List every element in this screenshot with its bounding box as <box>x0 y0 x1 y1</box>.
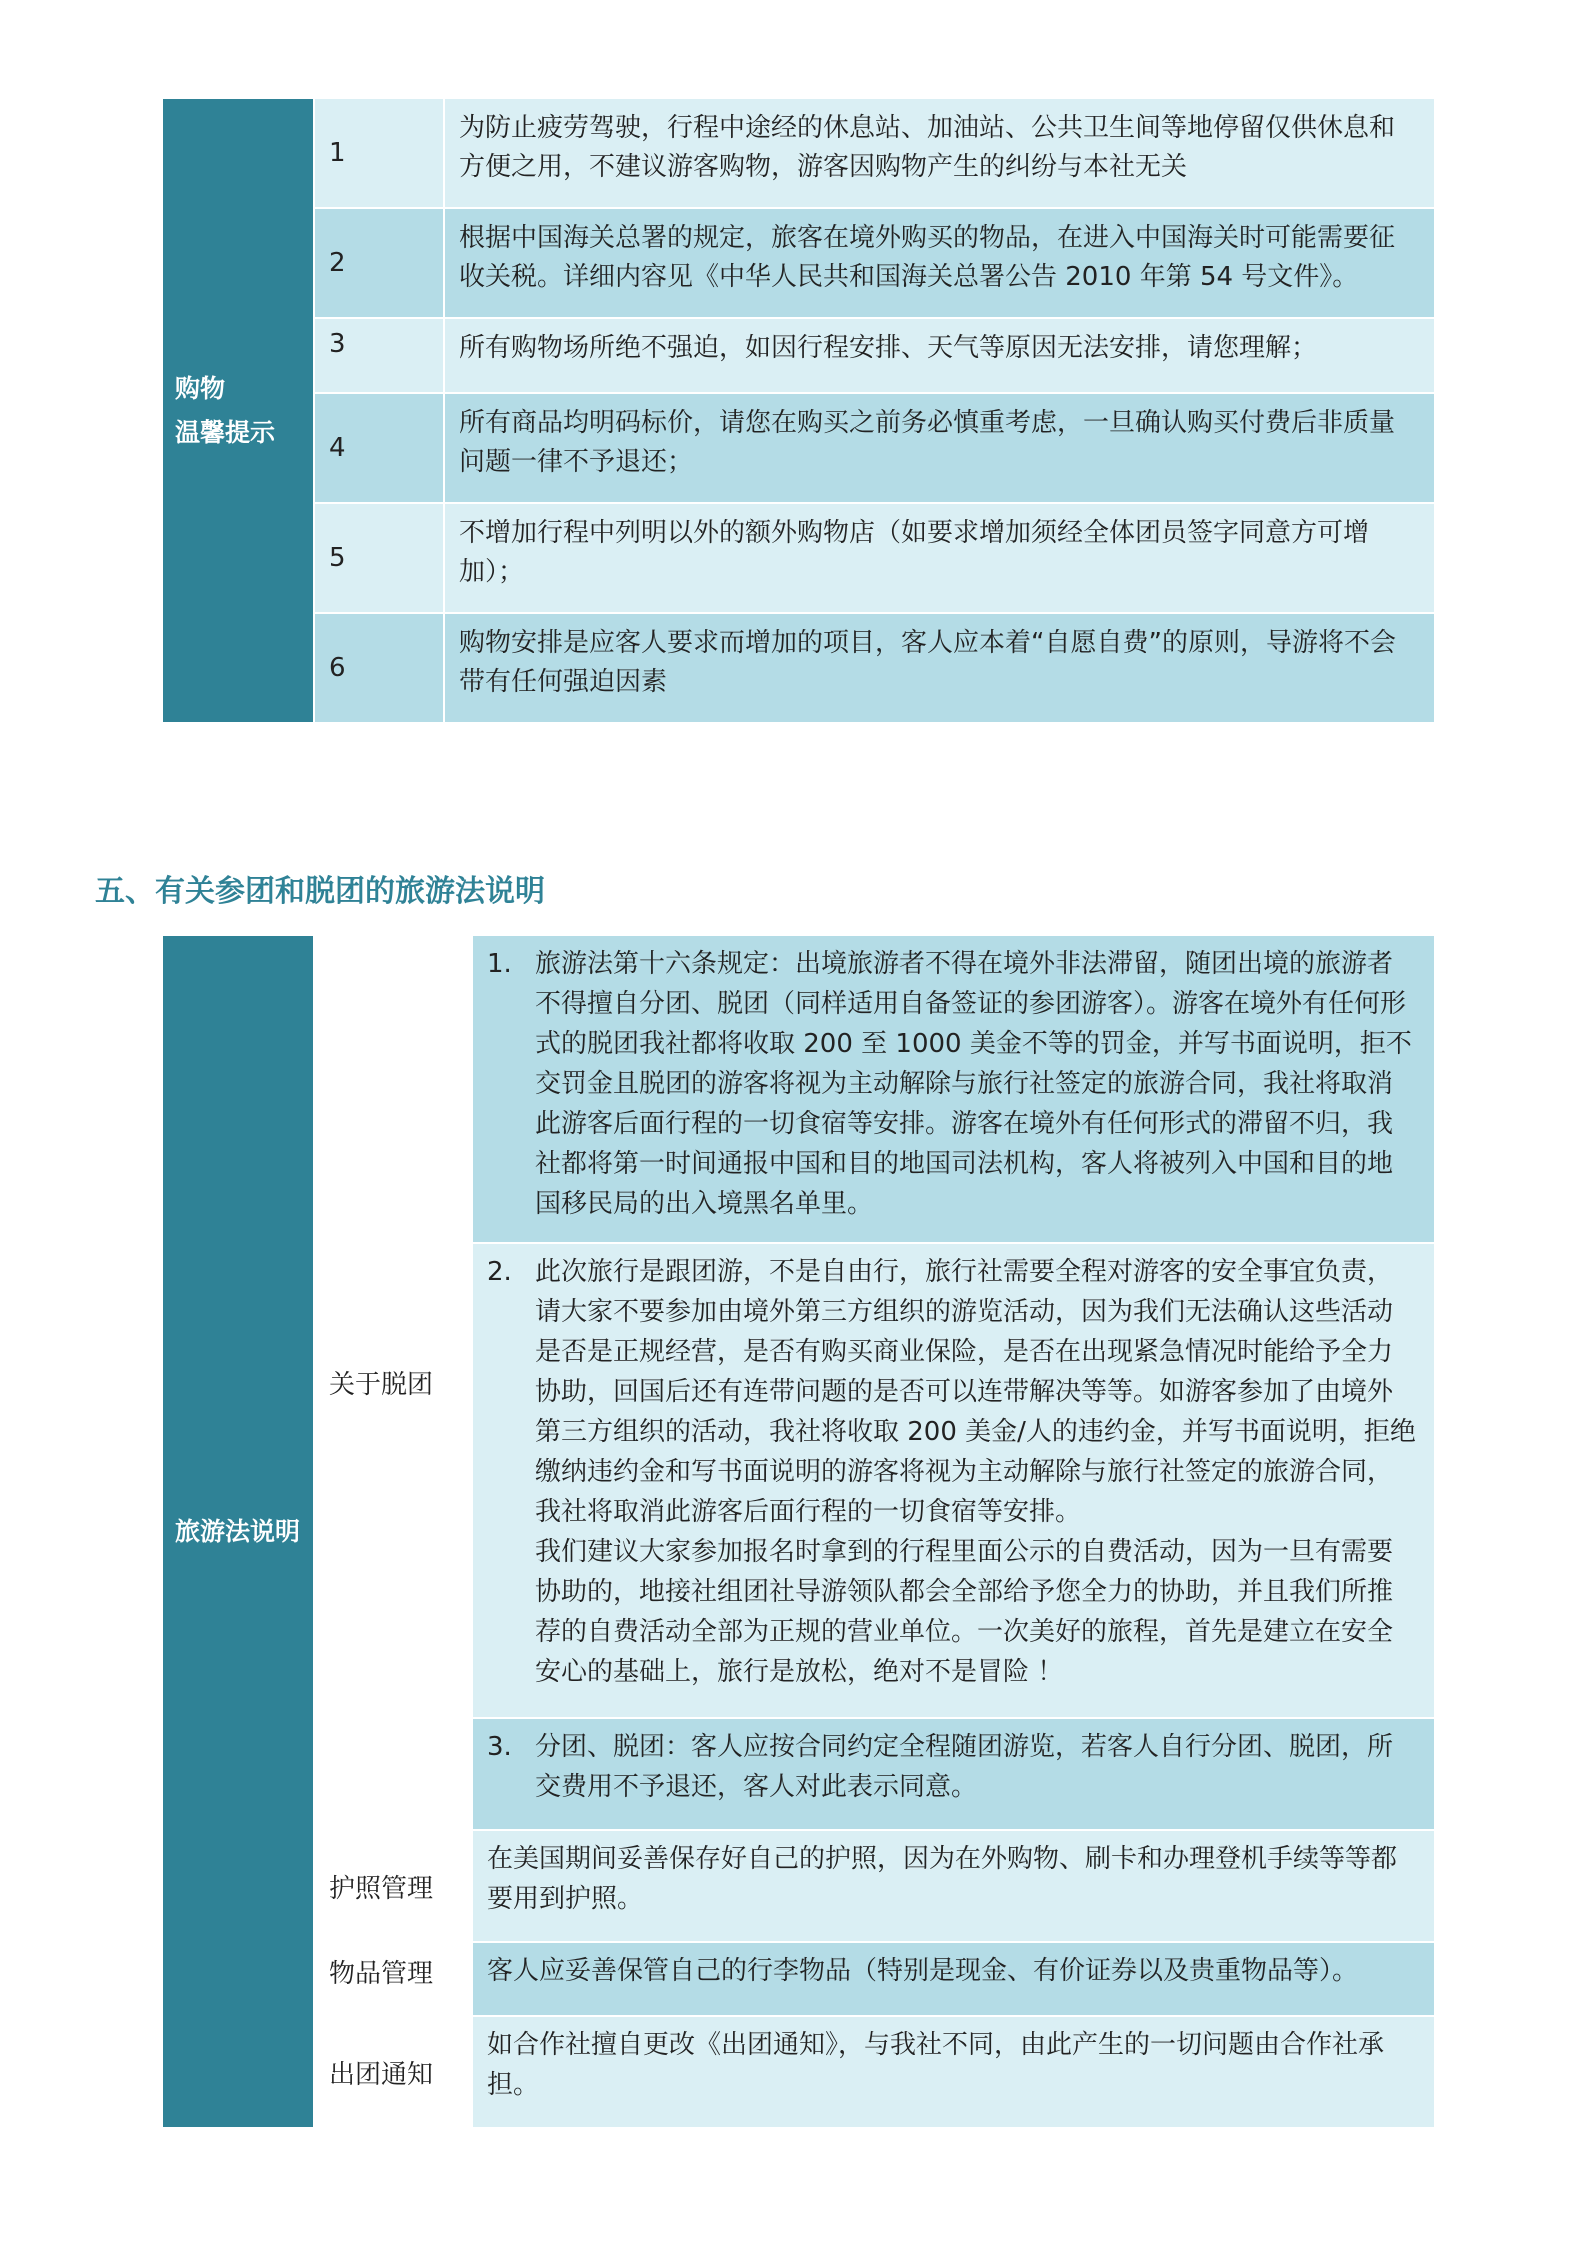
passport-label: 护照管理 <box>315 1831 471 1941</box>
passport-text: 在美国期间妥善保存好自己的护照，因为在外购物、刷卡和办理登机手续等等都要用到护照。 <box>473 1831 1434 1941</box>
shopping-row-text: 不增加行程中列明以外的额外购物店（如要求增加须经全体团员签字同意方可增加）； <box>445 504 1434 612</box>
belongings-text: 客人应妥善保管自己的行李物品（特别是现金、有价证券以及贵重物品等）。 <box>473 1943 1434 2015</box>
shopping-label-line1: 购物 <box>175 373 226 403</box>
section-title: 五、有关参团和脱团的旅游法说明 <box>95 874 545 909</box>
shopping-row-text: 购物安排是应客人要求而增加的项目，客人应本着“自愿自费”的原则，导游将不会带有任何强迫因素 <box>445 614 1434 722</box>
shopping-row-num: 5 <box>315 504 443 612</box>
law-item <box>473 936 1434 1242</box>
law-item-num: 1. <box>487 949 512 979</box>
shopping-row-num: 4 <box>315 394 443 502</box>
law-item-num: 3. <box>487 1732 512 1762</box>
law-item-text: 此次旅行是跟团游，不是自由行，旅行社需要全程对游客的安全事宜负责，请大家不要参加由境外第三方组织的游览活动，因为我们无法确认这些活动是否是正规经营，是否有购买商业保险，是否在出现紧急情况时能给予全力协助，回国后还有连带问题的是否可以连带解决等等。如游客参加了由境外第三方组织的活动，我社将收取 200 美金/人的违约金，并写书面说明，拒绝缴纳违约金和写书面说明的游客将视为主动解除与旅行社签定的旅游合同，我社将取消此游客后面行程的一切食宿等安排。 <box>535 1257 1416 1527</box>
law-item-num: 2. <box>487 1257 512 1287</box>
law-item-text: 分团、脱团：客人应按合同约定全程随团游览，若客人自行分团、脱团，所交费用不予退还，客人对此表示同意。 <box>535 1732 1394 1802</box>
shopping-row-text: 根据中国海关总署的规定，旅客在境外购买的物品，在进入中国海关时可能需要征收关税。详细内容见《中华人民共和国海关总署公告 2010 年第 54 号文件》。 <box>445 209 1434 317</box>
law-item <box>473 1244 1434 1717</box>
shopping-row-num: 1 <box>315 99 443 207</box>
shopping-tips-table <box>161 97 1436 724</box>
shopping-row-text: 所有购物场所绝不强迫，如因行程安排、天气等原因无法安排，请您理解； <box>445 319 1434 392</box>
notice-label: 出团通知 <box>315 2017 471 2127</box>
shopping-tips-label <box>163 99 313 722</box>
travel-law-label: 旅游法说明 <box>163 936 313 2127</box>
shopping-label-line2: 温馨提示 <box>175 417 276 447</box>
law-item-extra: 我们建议大家参加报名时拿到的行程里面公示的自费活动，因为一旦有需要协助的，地接社组团社导游领队都会全部给予您全力的协助，并且我们所推荐的自费活动全部为正规的营业单位。一次美好的旅程，首先是建立在安全安心的基础上，旅行是放松，绝对不是冒险 ！ <box>535 1537 1394 1687</box>
shopping-row-text: 所有商品均明码标价，请您在购买之前务必慎重考虑，一旦确认购买付费后非质量问题一律不予退还； <box>445 394 1434 502</box>
notice-text: 如合作社擅自更改《出团通知》，与我社不同，由此产生的一切问题由合作社承担。 <box>473 2017 1434 2127</box>
law-item <box>473 1719 1434 1829</box>
leaving-group-label: 关于脱团 <box>315 936 471 1829</box>
shopping-row-num: 2 <box>315 209 443 317</box>
travel-law-table <box>161 934 1436 2129</box>
shopping-row-num: 3 <box>315 319 443 392</box>
shopping-row-num: 6 <box>315 614 443 722</box>
law-item-text: 旅游法第十六条规定：出境旅游者不得在境外非法滞留，随团出境的旅游者不得擅自分团、脱团（同样适用自备签证的参团游客）。游客在境外有任何形式的脱团我社都将收取 200 至 1000 美金不等的罚金，并写书面说明，拒不交罚金且脱团的游客将视为主动解除与旅行社签定的旅游合同，我社将取消此游客后面行程的一切食宿等安排。游客在境外有任何形式的滞留不归，我社都将第一时间通报中国和目的地国司法机构，客人将被列入中国和目的地国移民局的出入境黑名单里。 <box>535 949 1412 1219</box>
shopping-row-text: 为防止疲劳驾驶，行程中途经的休息站、加油站、公共卫生间等地停留仅供休息和方便之用，不建议游客购物，游客因购物产生的纠纷与本社无关 <box>445 99 1434 207</box>
belongings-label: 物品管理 <box>315 1943 471 2015</box>
